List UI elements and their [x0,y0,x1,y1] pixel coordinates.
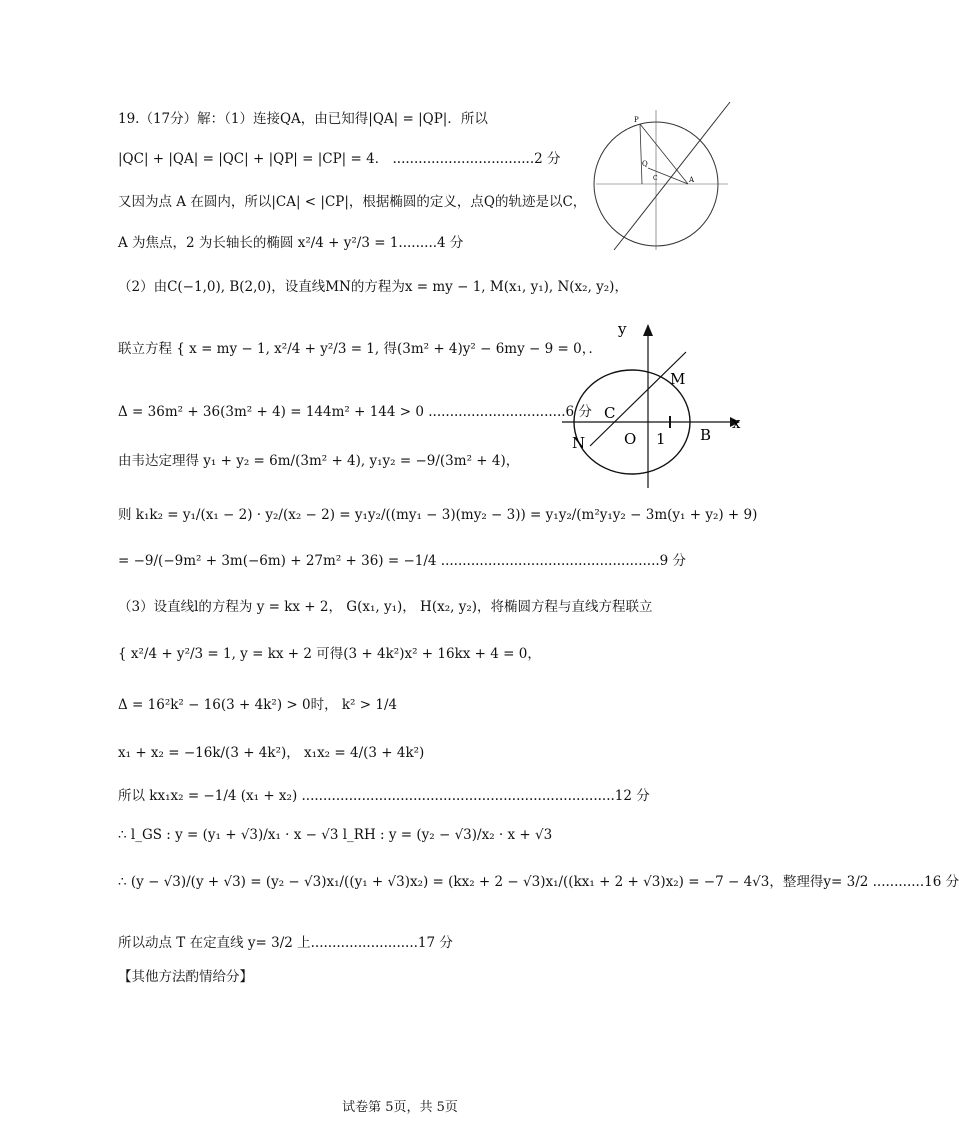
label-o: O [624,430,637,448]
label-m: M [670,370,686,388]
label-y: y [618,320,627,338]
text-line: 所以动点 T 在定直线 y= 3/2 上.........................17 分 [118,935,453,951]
label-p: P [634,116,639,124]
label-1: 1 [656,430,666,448]
text-line: A 为焦点，2 为长轴长的椭圆 x²/4 + y²/3 = 1.........4 分 [118,235,464,251]
text-line: ∴ l_GS : y = (y₁ + √3)/x₁ · x − √3 l_RH : y = (y₂ − √3)/x₂ · x + √3 [118,827,553,843]
text-line: 19.（17分）解：（1）连接QA，由已知得|QA| = |QP|．所以 [118,111,488,127]
text-line: 又因为点 A 在圆内，所以|CA| < |CP|，根据椭圆的定义，点Q的轨迹是以C， [118,194,587,210]
label-x: x [732,414,741,432]
text-line: Δ = 16²k² − 16(3 + 4k²) > 0时， k² > 1/4 [118,697,398,713]
label-c: C [604,404,616,422]
label-b: B [700,426,712,444]
text-line: 联立方程 { x = my − 1, x²/4 + y²/3 = 1, 得(3m² + 4)y² − 6my − 9 = 0，． [118,341,602,357]
text-line: Δ = 36m² + 36(3m² + 4) = 144m² + 144 > 0 ................................6 分 [118,404,592,420]
figure-circle-diagram [592,100,732,260]
y-axis-arrow-icon [643,324,653,336]
text-line: 【其他方法酌情给分】 [118,969,253,985]
segment-cp [640,124,642,184]
text-line: 由韦达定理得 y₁ + y₂ = 6m/(3m² + 4), y₁y₂ = −9/(3m² + 4)， [118,453,520,469]
text-line: （3）设直线l的方程为 y = kx + 2， G(x₁, y₁)， H(x₂, y₂)，将椭圆方程与直线方程联立 [118,599,653,615]
text-line: = −9/(−9m² + 3m(−6m) + 27m² + 36) = −1/4 ...................................................9 分 [118,553,687,569]
text-line: 所以 kx₁x₂ = −1/4 (x₁ + x₂) .........................................................................12 分 [118,788,650,804]
text-line: x₁ + x₂ = −16k/(3 + 4k²)， x₁x₂ = 4/(3 + 4k²) [118,745,425,761]
text-line: |QC| + |QA| = |QC| + |QP| = |CP| = 4． .................................2 分 [118,151,561,167]
figure-ellipse-diagram [560,312,750,492]
text-line: 则 k₁k₂ = y₁/(x₁ − 2) · y₂/(x₂ − 2) = y₁y₂/((my₁ − 3)(my₂ − 3)) = y₁y₂/(m²y₁y₂ − 3m(y₁ + y₂) + 9) [118,507,758,523]
line-mn [590,352,686,446]
page-footer: 试卷第 5页，共 5页 [342,1100,458,1115]
label-n: N [572,434,586,452]
text-line: { x²/4 + y²/3 = 1, y = kx + 2 可得(3 + 4k²)x² + 16kx + 4 = 0， [118,646,541,662]
label-a: A [689,176,695,184]
text-line: ∴ (y − √3)/(y + √3) = (y₂ − √3)x₁/((y₁ + √3)x₂) = (kx₂ + 2 − √3)x₁/((kx₁ + 2 + √3)x₂) = −7 − 4√3，整理得y= 3/2 ............16 分 [118,874,959,890]
segment-pa [640,124,688,184]
text-line: （2）由C(−1,0), B(2,0)，设直线MN的方程为x = my − 1, M(x₁, y₁), N(x₂, y₂)， [118,279,628,295]
label-c: C [653,175,658,182]
label-q: Q [642,160,648,168]
